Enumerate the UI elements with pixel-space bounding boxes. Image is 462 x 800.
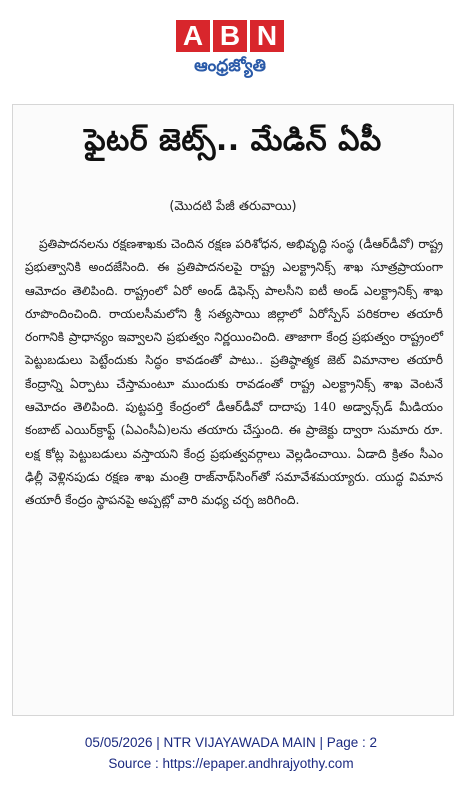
footer <box>0 732 462 774</box>
logo-letter-b: B <box>213 20 247 52</box>
footer-source[interactable]: Source : https://epaper.andhrajyothy.com <box>108 756 354 771</box>
logo-letter-n: N <box>250 20 284 52</box>
abn-logo <box>0 0 462 92</box>
logo-letter-a: A <box>176 20 210 52</box>
article-body <box>25 233 443 513</box>
article-subhead: (మొదటి పేజీ తరువాయి) <box>169 199 297 214</box>
newspaper-clipping <box>12 104 454 716</box>
abn-letters <box>176 20 284 52</box>
footer-edition-info: 05/05/2026 | NTR VIJAYAWADA MAIN | Page : 2 <box>84 735 378 750</box>
article-headline: ఫైటర్ జెట్స్.. మేడిన్ ఏపీ <box>84 123 382 158</box>
article-paragraph: ప్రతిపాదనలను రక్షణశాఖకు చెందిన రక్షణ పరిశోధన, అభివృద్ధి సంస్థ (డీఆర్‌డీవో) రాష్ట్ర ప్రభుత్వానికి అందజేసింది. ఈ ప్రతిపాదనలపై రాష్ట్ర ఎలక్ట్రానిక్స్ శాఖ సూత్రప్రాయంగా ఆమోదం తెలిపింది. రాష్ట్రంలో ఏరో అండ్ డిఫెన్స్ పాలసీని ఐటీ అండ్ ఎలక్ట్రానిక్స్ శాఖ రూపొందించింది. రాయలసీమలోని శ్రీ సత్యసాయి జిల్లాలో ఏరోస్పేస్ పరికరాల తయారీ రంగానికి ప్రాధాన్యం ఇవ్వాలని ప్రభుత్వం నిర్ణయించింది. తాజాగా కేంద్ర ప్రభుత్వం రాష్ట్రంలో పెట్టుబడులు పెట్టేందుకు సిద్ధం కావడంతో పాటు.. ప్రతిష్ఠాత్మక జెట్ విమానాల తయారీ కేంద్రాన్ని ఏర్పాటు చేస్తామంటూ ముందుకు రావడంతో రాష్ట్ర ఎలక్ట్రానిక్స్ శాఖ వెంటనే ఆమోదం తెలిపింది. పుట్టపర్తి కేంద్రంలో డీఆర్‌డీవో దాదాపు 140 అడ్వాన్స్‌డ్ మీడియం కంబాట్ ఎయిర్‌క్రాఫ్ట్ (ఏఎంసీఏ)లను తయారు చేస్తుంది. ఈ ప్రాజెక్టు ద్వారా సుమారు రూ. లక్ష కోట్ల పెట్టుబడులు వస్తాయని కేంద్ర ప్రభుత్వవర్గాలు వెల్లడించాయి. ఏడాది క్రితం సీఎం ఢిల్లీ వెళ్లినపుడు రక్షణ శాఖ మంత్రి రాజ్‌నాథ్‌సింగ్‌తో సమావేశమయ్యారు. యుద్ధ విమాన తయారీ కేంద్రం స్థాపనపై అప్పట్లో వారి మధ్య చర్చ జరిగింది. <box>25 237 443 508</box>
brand-name: ఆంధ్రజ్యోతి <box>194 56 266 76</box>
